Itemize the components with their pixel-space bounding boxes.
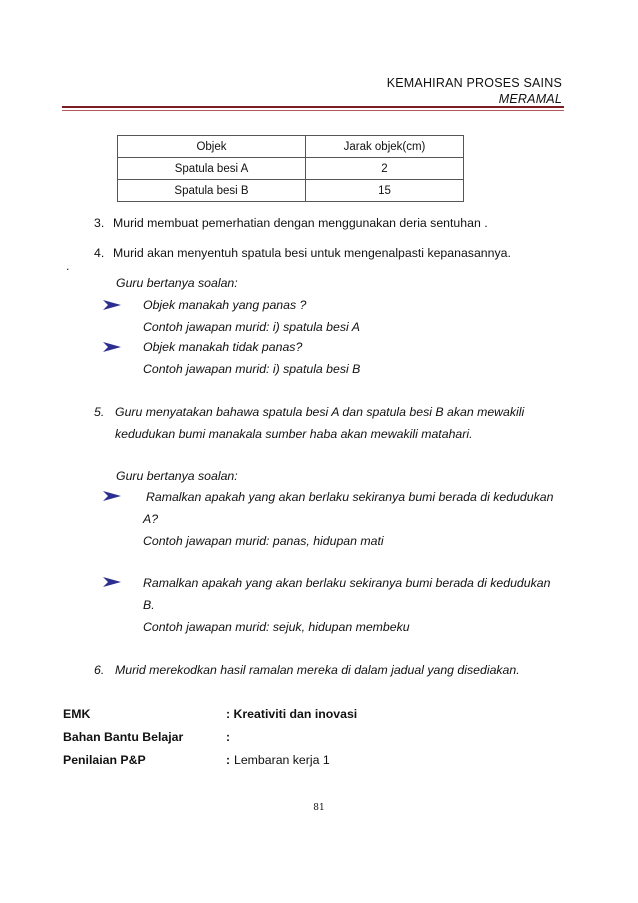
question-intro: Guru bertanya soalan: bbox=[116, 469, 238, 483]
step-6-text: Murid merekodkan hasil ramalan mereka di dalam jadual yang disediakan. bbox=[115, 663, 520, 677]
bahan-bantu-label: Bahan Bantu Belajar bbox=[63, 730, 184, 744]
arrowhead-bullet-icon bbox=[102, 341, 122, 353]
header-rule bbox=[62, 106, 564, 108]
object-distance-table bbox=[117, 135, 464, 202]
question-text: Objek manakah yang panas ? bbox=[143, 298, 307, 312]
question-text: Objek manakah tidak panas? bbox=[143, 340, 303, 354]
answer-text: Contoh jawapan murid: sejuk, hidupan membeku bbox=[143, 620, 410, 634]
table-row bbox=[118, 180, 464, 202]
penilaian-colon: : bbox=[226, 753, 231, 767]
arrowhead-bullet-icon bbox=[102, 576, 122, 588]
step-3-number: 3. bbox=[94, 216, 105, 230]
header-title: KEMAHIRAN PROSES SAINS bbox=[386, 76, 562, 90]
answer-text: Contoh jawapan murid: i) spatula besi B bbox=[143, 362, 361, 376]
step-4-text: Murid akan menyentuh spatula besi untuk mengenalpasti kepanasannya. bbox=[113, 246, 511, 260]
table-cell: 15 bbox=[306, 180, 464, 202]
step-5-number: 5. bbox=[94, 405, 105, 419]
table-cell: 2 bbox=[306, 158, 464, 180]
question-text-cont: B. bbox=[143, 598, 155, 612]
emk-label: EMK bbox=[63, 707, 91, 721]
table-cell: Spatula besi A bbox=[118, 158, 306, 180]
page-number: 81 bbox=[313, 803, 325, 813]
penilaian-value: Lembaran kerja 1 bbox=[234, 753, 330, 767]
table-row bbox=[118, 158, 464, 180]
arrowhead-bullet-icon bbox=[102, 490, 122, 502]
question-intro: Guru bertanya soalan: bbox=[116, 276, 238, 290]
question-text-cont: A? bbox=[143, 512, 159, 526]
table-header-cell: Jarak objek(cm) bbox=[306, 136, 464, 158]
stray-dot: . bbox=[66, 259, 70, 273]
step-6-number: 6. bbox=[94, 663, 105, 677]
header-subtitle: MERAMAL bbox=[498, 92, 562, 106]
table-header-row bbox=[118, 136, 464, 158]
step-5-line-2: kedudukan bumi manakala sumber haba akan mewakili matahari. bbox=[115, 427, 473, 441]
step-3-text: Murid membuat pemerhatian dengan menggunakan deria sentuhan . bbox=[113, 216, 488, 230]
question-text: Ramalkan apakah yang akan berlaku sekiranya bumi berada di kedudukan bbox=[143, 576, 551, 590]
bahan-bantu-colon: : bbox=[226, 730, 231, 744]
emk-value: : Kreativiti dan inovasi bbox=[226, 707, 358, 721]
answer-text: Contoh jawapan murid: i) spatula besi A bbox=[143, 320, 360, 334]
table-header-cell: Objek bbox=[118, 136, 306, 158]
question-text: Ramalkan apakah yang akan berlaku sekiranya bumi berada di kedudukan bbox=[146, 490, 554, 504]
answer-text: Contoh jawapan murid: panas, hidupan mati bbox=[143, 534, 384, 548]
step-5-line-1: Guru menyatakan bahawa spatula besi A dan spatula besi B akan mewakili bbox=[115, 405, 525, 419]
table-cell: Spatula besi B bbox=[118, 180, 306, 202]
arrowhead-bullet-icon bbox=[102, 299, 122, 311]
step-4-number: 4. bbox=[94, 246, 105, 260]
penilaian-label: Penilaian P&P bbox=[63, 753, 146, 767]
header-rule-thin bbox=[62, 110, 564, 111]
